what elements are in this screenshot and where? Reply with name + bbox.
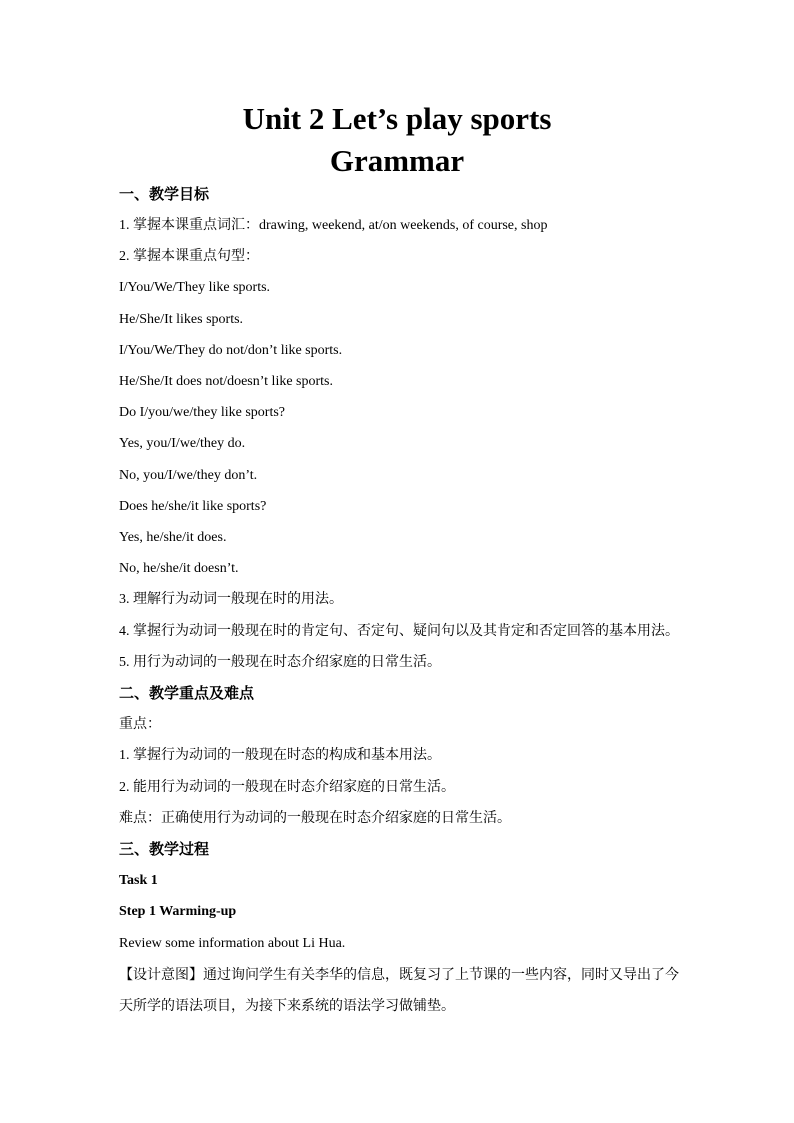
sentence-pattern: I/You/We/They do not/don’t like sports. — [119, 343, 343, 358]
section-heading-objectives: 一、教学目标 — [119, 187, 210, 203]
sentence-pattern: Do I/you/we/they like sports? — [119, 405, 286, 420]
sentence-pattern: I/You/We/They like sports. — [119, 280, 271, 295]
objective-item: 5. 用行为动词的一般现在时态介绍家庭的日常生活。 — [119, 655, 441, 670]
step-label: Step 1 Warming-up — [119, 904, 237, 919]
design-intent: 【设计意图】通过询问学生有关李华的信息，既复习了上节课的一些内容，同时又导出了今天所学的语法项目，为接下来系统的语法学习做铺垫。 — [119, 968, 679, 1014]
key-point-item: 1. 掌握行为动词的一般现在时态的构成和基本用法。 — [119, 748, 441, 763]
sentence-pattern: No, he/she/it doesn’t. — [119, 561, 239, 576]
key-point-item: 2. 能用行为动词的一般现在时态介绍家庭的日常生活。 — [119, 780, 455, 795]
objective-item: 1. 掌握本课重点词汇：drawing, weekend, at/on weekends, of course, shop — [119, 218, 548, 233]
objective-item: 3. 理解行为动词一般现在时的用法。 — [119, 592, 343, 607]
section-heading-process: 三、教学过程 — [119, 842, 210, 858]
sentence-pattern: He/She/It likes sports. — [119, 312, 244, 327]
sentence-pattern: No, you/I/we/they don’t. — [119, 468, 258, 483]
objective-item: 4. 掌握行为动词一般现在时的肯定句、否定句、疑问句以及其肯定和否定回答的基本用法。 — [119, 624, 679, 639]
task-label: Task 1 — [119, 873, 158, 888]
sentence-pattern: Yes, you/I/we/they do. — [119, 436, 246, 451]
key-point-item: 重点： — [119, 717, 161, 732]
page-title: Unit 2 Let’s play sports — [242, 101, 552, 136]
difficult-point: 难点：正确使用行为动词的一般现在时态介绍家庭的日常生活。 — [119, 811, 511, 826]
objective-item: 2. 掌握本课重点句型： — [119, 249, 259, 264]
section-heading-key-points: 二、教学重点及难点 — [119, 686, 255, 702]
sentence-pattern: He/She/It does not/doesn’t like sports. — [119, 374, 333, 389]
page-subtitle: Grammar — [329, 143, 465, 178]
step-text: Review some information about Li Hua. — [119, 936, 346, 951]
sentence-pattern: Does he/she/it like sports? — [119, 499, 267, 514]
sentence-pattern: Yes, he/she/it does. — [119, 530, 227, 545]
